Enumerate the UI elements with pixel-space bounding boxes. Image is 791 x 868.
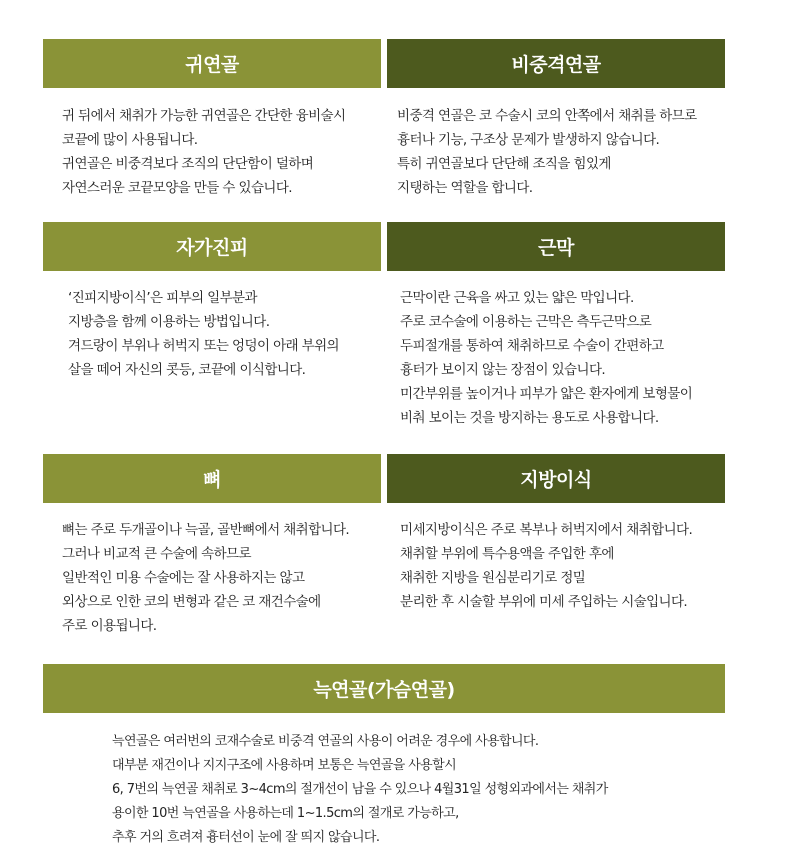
text-line: 주로 이용됩니다. bbox=[62, 618, 157, 634]
text-line: 채취할 부위에 특수용액을 주입한 후에 bbox=[400, 546, 614, 562]
fat-graft-title: 지방이식 bbox=[520, 469, 592, 491]
text-line: 미간부위를 높이거나 피부가 얇은 환자에게 보형물이 bbox=[400, 386, 693, 402]
autologous-dermis-header bbox=[43, 222, 381, 271]
text-line: 코끝에 많이 사용됩니다. bbox=[62, 132, 198, 148]
bone-description bbox=[62, 518, 349, 638]
text-line: 흉터가 보이지 않는 장점이 있습니다. bbox=[400, 362, 606, 378]
text-line: 채취한 지방을 원심분리기로 정밀 bbox=[400, 570, 586, 586]
text-line: 비중격 연골은 코 수술시 코의 안쪽에서 채취를 하므로 bbox=[397, 108, 697, 124]
text-line: 귀 뒤에서 채취가 가능한 귀연골은 간단한 융비술시 bbox=[62, 108, 346, 124]
rib-cartilage-header bbox=[43, 664, 725, 713]
text-line: 대부분 재건이나 지지구조에 사용하며 보통은 늑연골을 사용할시 bbox=[112, 758, 457, 773]
text-line: 그러나 비교적 큰 수술에 속하므로 bbox=[62, 546, 251, 562]
text-line: 지방층을 함께 이용하는 방법입니다. bbox=[68, 314, 270, 330]
bone-header bbox=[43, 454, 381, 503]
ear-cartilage-title: 귀연골 bbox=[185, 54, 239, 76]
text-line: 겨드랑이 부위나 허벅지 또는 엉덩이 아래 부위의 bbox=[68, 338, 339, 354]
text-line: 미세지방이식은 주로 복부나 허벅지에서 채취합니다. bbox=[400, 522, 693, 538]
text-line: 비춰 보이는 것을 방지하는 용도로 사용합니다. bbox=[400, 410, 659, 426]
fascia-title: 근막 bbox=[538, 237, 574, 259]
text-line: 귀연골은 비중격보다 조직의 단단함이 덜하며 bbox=[62, 156, 314, 172]
ear-cartilage-header bbox=[43, 39, 381, 88]
septal-cartilage-header bbox=[387, 39, 725, 88]
bone-title: 뼈 bbox=[203, 469, 221, 491]
septal-cartilage-title: 비중격연골 bbox=[511, 54, 601, 76]
text-line: 분리한 후 시술할 부위에 미세 주입하는 시술입니다. bbox=[400, 594, 688, 610]
text-line: 특히 귀연골보다 단단해 조직을 힘있게 bbox=[397, 156, 611, 172]
text-line: 주로 코수술에 이용하는 근막은 측두근막으로 bbox=[400, 314, 652, 330]
text-line: ‘진피지방이식’은 피부의 일부분과 bbox=[68, 290, 257, 306]
septal-cartilage-description bbox=[397, 104, 697, 200]
text-line: 자연스러운 코끝모양을 만들 수 있습니다. bbox=[62, 180, 292, 196]
text-line: 일반적인 미용 수술에는 잘 사용하지는 않고 bbox=[62, 570, 305, 586]
fascia-header bbox=[387, 222, 725, 271]
text-line: 늑연골은 여러번의 코재수술로 비중격 연골의 사용이 어려운 경우에 사용합니다. bbox=[112, 734, 539, 749]
text-line: 살을 떼어 자신의 콧등, 코끝에 이식합니다. bbox=[68, 362, 306, 378]
text-line: 근막이란 근육을 싸고 있는 얇은 막입니다. bbox=[400, 290, 634, 306]
fat-graft-description bbox=[400, 518, 692, 614]
text-line: 흉터나 기능, 구조상 문제가 발생하지 않습니다. bbox=[397, 132, 660, 148]
ear-cartilage-description bbox=[62, 104, 345, 200]
fascia-description bbox=[400, 286, 692, 430]
fat-graft-header bbox=[387, 454, 725, 503]
rib-cartilage-title: 늑연골(가슴연골) bbox=[313, 679, 455, 701]
rib-cartilage-description bbox=[112, 730, 608, 850]
autologous-dermis-title: 자가진피 bbox=[176, 237, 248, 259]
text-line: 뼈는 주로 두개골이나 늑골, 골반뼈에서 채취합니다. bbox=[62, 522, 350, 538]
text-line: 외상으로 인한 코의 변형과 같은 코 재건수술에 bbox=[62, 594, 321, 610]
text-line: 용이한 10번 늑연골을 사용하는데 1~1.5cm의 절개로 가능하고, bbox=[112, 806, 459, 821]
autologous-dermis-description bbox=[68, 286, 339, 382]
text-line: 두피절개를 통하여 채취하므로 수술이 간편하고 bbox=[400, 338, 664, 354]
text-line: 추후 거의 흐려져 흉터선이 눈에 잘 띄지 않습니다. bbox=[112, 830, 380, 845]
text-line: 6, 7번의 늑연골 채취로 3~4cm의 절개선이 남을 수 있으나 4월31일 성형외과에서는 채취가 bbox=[112, 782, 608, 797]
text-line: 지탱하는 역할을 합니다. bbox=[397, 180, 533, 196]
